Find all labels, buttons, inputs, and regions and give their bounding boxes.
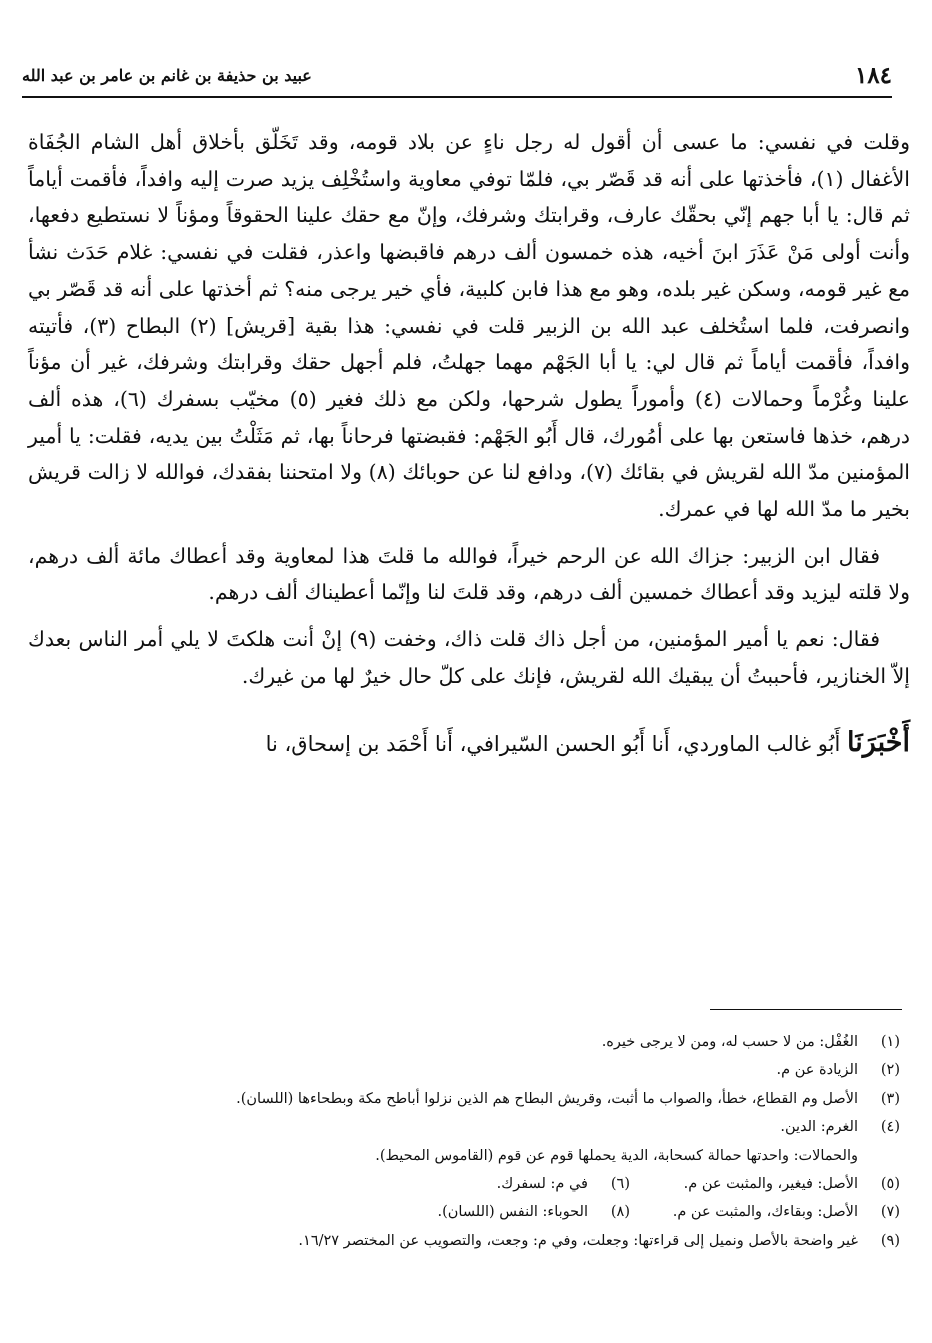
footnote-number: (٢) (880, 1062, 900, 1079)
footnote-text: الزيادة عن م. (776, 1062, 858, 1079)
footnote-1 (36, 1028, 900, 1056)
page-header (22, 62, 892, 98)
footnote-text: الغرم: الدين. (780, 1119, 858, 1136)
footnote-number: (٥) (880, 1176, 900, 1193)
paragraph-2: فقال ابن الزبير: جزاك الله عن الرحم خيراً، فوالله ما قلتَ هذا لمعاوية وقد أعطاك مائة ألف درهم، ولا قلته ليزيد وقد أعطاك خمسين ألف درهم، وقد قلتَ لنا وإنّما أعطيناك ألف درهم. (28, 543, 910, 605)
footnote-9 (36, 1227, 900, 1255)
footnote-number: (٣) (880, 1090, 900, 1107)
footnote-text: في م: لسفرك. (496, 1176, 588, 1193)
footnote-number: (٧) (880, 1204, 900, 1221)
footnote-text: الحوباء: النفس (اللسان). (437, 1204, 588, 1221)
footnote-4-continuation (36, 1142, 900, 1170)
footnote-text: الأصل: وبقاءك، والمثبت عن م. (672, 1204, 858, 1221)
footnote-number: (٩) (880, 1232, 900, 1249)
footnote-text: الأصل: فيغير، والمثبت عن م. (683, 1176, 858, 1193)
footnote-4 (36, 1113, 900, 1141)
paragraph-3: فقال: نعم يا أمير المؤمنين، من أجل ذاك قلت ذاك، وخفت (٩) إنْ أنت هلكتَ لا يلي أمر الناس بعدك إلاّ الخنازير، فأحببتُ أن يبقيك الله لقريش، فإنك على كلّ حال خيرٌ لها من غيرك. (28, 627, 910, 688)
running-head: عبيد بن حذيفة بن غانم بن عامر بن عبد الله (22, 66, 312, 85)
footnote-text: والحمالات: واحدتها حمالة كسحابة، الدية يحملها قوم عن قوم (القاموس المحيط). (375, 1147, 858, 1164)
footnote-number: (٤) (880, 1119, 900, 1136)
isnad-paragraph (28, 725, 910, 763)
footnote-number: (١) (880, 1034, 900, 1050)
footnote-number: (٦) (610, 1176, 630, 1193)
isnad-text: أَبُو غالب الماوردي، أَنا أَبُو الحسن السّيرافي، أَنا أَحْمَد بن إسحاق، نا (265, 731, 848, 756)
footnote-3 (36, 1085, 900, 1113)
main-text (28, 124, 910, 762)
page-number: ١٨٤ (854, 62, 892, 89)
footnote-2 (36, 1056, 900, 1084)
footnote-text: غير واضحة بالأصل ونميل إلى قراءتها: وجعلت، وفي م: وجعت، والتصويب عن المختصر ١٦/٢٧. (298, 1232, 858, 1249)
footnote-5 (630, 1170, 900, 1198)
footnote-text: الأصل وم القطاع، خطأ، والصواب ما أثبت، وقريش البطاح هم الذين نزلوا أباطح مكة وبطحاءها (اللسان). (236, 1090, 858, 1107)
footnote-7 (630, 1198, 900, 1226)
footnote-6 (497, 1170, 630, 1198)
footnote-separator (710, 1009, 902, 1010)
footnotes (36, 1028, 900, 1255)
footnote-number: (٨) (610, 1204, 630, 1221)
akhbarana-heading: أَخْبَرَنَا (847, 726, 910, 758)
footnote-row-7-8 (36, 1198, 900, 1226)
footnote-8 (438, 1198, 631, 1226)
footnote-row-5-6 (36, 1170, 900, 1198)
footnote-text: الغُفْل: من لا حسب له، ومن لا يرجى خيره. (601, 1034, 858, 1050)
paragraph-1: وقلت في نفسي: ما عسى أن أقول له رجل ناءٍ عن بلاد قومه، وقد تَخَلّق بأخلاق أهل الشام الجُفَاة الأغفال (١)، فأخذتها على أنه قد قَصّر بي، فلمّا توفي معاوية واستُخْلِف يزيد صرت إليه وافداً، فأقمت أياماً ثم قال: يا أبا جهم إنّي بحقّك عارف، وقرابتك وشرفك، وإنّ مع حقك علينا الحقوقاً ومؤناً لا نستطيع دفعها، وأنت أولى مَنْ عَذَرَ ابنَ أخيه، هذه خمسون ألف درهم فاقبضها واعذر، فقلت في نفسي: غلام حَدَث نشأ مع غير قومه، وسكن غير بلده، وهو مع هذا فابن كلبية، فأي خير يرجى منه؟ ثم أخذتها على أنه قد قَصّر بي وانصرفت، فلما استُخلف عبد الله بن الزبير قلت في نفسي: هذا بقية [قريش] (٢) البطاح (٣)، فأتيته وافداً، فأقمت أياماً ثم قال لي: يا أبا الجَهْم مهما جهلتُ، فلم أجهل حقك وقرابتك وشرفك، غير أن مؤناً علينا وغُرْماً وحمالات (٤) وأموراً يطول شرحها، ولكن مع ذلك فغير (٥) مخيّب بسفرك (٦)، هذه ألف درهم، خذها فاستعن بها على أمُورك، قال أَبُو الجَهْم: فقبضتها فرحاناً بها، ثم مَثَلْتُ بين يديه، فقلت: يا أمير المؤمنين مدّ الله لقريش في بقائك (٧)، ودافع لنا عن حوبائك (٨) ولا امتحننا بفقدك، فوالله لا زالت قريش بخير ما مدّ الله لها في عمرك. (28, 130, 911, 522)
